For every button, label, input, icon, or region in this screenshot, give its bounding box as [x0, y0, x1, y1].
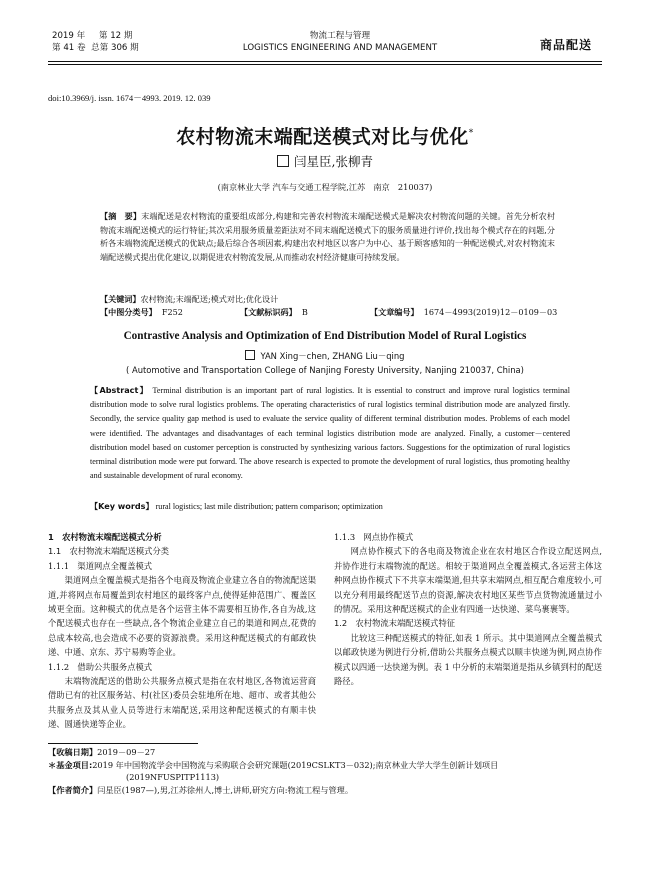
paragraph: 比较这三种配送模式的特征,如表 1 所示。其中渠道网点全覆盖模式以邮政快递为例进行分析,借助公共服务点模式以顺丰快递为例,网点协作模式以四通一达快递为例。表 1 中分析的末端渠道是指从乡镇到村的配送路径。	[334, 632, 602, 687]
abstract-en	[90, 383, 570, 483]
section-heading-1: 1 农村物流末端配送模式分析	[48, 532, 162, 542]
keywords-en-text: rural logistics; last mile distribution; pattern comparison; optimization	[155, 502, 383, 511]
clc-label: 【中图分类号】	[100, 307, 157, 317]
abstract-zh-label: 【摘 要】	[100, 211, 142, 221]
section-heading-1-1-3: 1.1.3 网点协作模式	[334, 532, 414, 542]
paragraph: 末端物流配送的借助公共服务点模式是指在农村地区,各物流运营商借助已有的社区服务站、村(社区)委员会驻地所在地、超市、或者其他公共服务点及其从业人员等进行末端配送,采用这种配送模式的有顺丰快递、圆通快递等企业。	[48, 676, 316, 730]
keywords-en-label: 【Key words】	[90, 501, 154, 511]
keywords-zh-text: 农村物流;末端配送;模式对比;优化设计	[140, 294, 279, 304]
authors-en	[0, 350, 650, 362]
classification-row	[100, 307, 570, 318]
authors	[0, 152, 650, 170]
abstract-zh	[100, 210, 555, 264]
section-heading-1-1: 1.1 农村物流末端配送模式分类	[48, 546, 170, 557]
doi: doi:10.3969/j. issn. 1674－4993. 2019. 12. 039	[48, 93, 211, 103]
author-bio-text: 闫星臣(1987—),男,江苏徐州人,博士,讲师,研究方向:物流工程与管理。	[97, 784, 354, 795]
abstract-en-text: Terminal distribution is an important part of rural logistics. It is essential to construct and improve rural logistics terminal distribution mode to solve rural logistics problems. The operating characteristics of rural logistics terminal distribution mode are analyzed firstly. Secondly, the service quality gap method is used to evaluate the service quality of different terminal distribution modes. Problems of each model were identified. The advantages and disadvantages of each terminal logistics distribution mode are analyzed. Finally, a customer－centered distribution model based on customer perception is constructed by synthesizing various factors. Suggestions for the optimization of rural logistics terminal distribution mode were put forward. The above research is expected to promote the development of rural logistics, thus promoting healthy and sustainable development of rural economy.	[90, 386, 570, 481]
paper-title	[0, 122, 650, 149]
author-en-names: YAN Xing－chen, ZHANG Liu－qing	[260, 351, 405, 361]
keywords-en	[90, 501, 570, 512]
author-en-box-icon	[245, 350, 255, 360]
article-no-label: 【文章编号】	[370, 307, 419, 317]
title-footnote-mark: *	[468, 128, 474, 139]
clc-value: F252	[161, 307, 183, 317]
author-bio-label: 【作者简介】	[48, 784, 98, 795]
doc-code-value: B	[301, 307, 308, 317]
journal-name-cn: 物流工程与管理	[309, 31, 371, 41]
body-right-column	[334, 530, 602, 688]
header-volume: 第 41 卷	[52, 43, 86, 53]
footnotes	[48, 746, 608, 796]
section-heading-1-1-2: 1.1.2 借助公共服务点模式	[48, 661, 153, 672]
paragraph: 渠道网点全覆盖模式是指各个电商及物流企业建立各自的物流配送渠道,并将网点布局覆盖到农村地区的最终客户点,使得延伸范围广、覆盖区域更全面。这种模式的优点是各个运营主体不需要相互协作,各自为战,这个配送模式也存在一些缺点,各个物流企业建立自己的渠道和网点,花费的总成本较高,也会造成不必要的资源浪费。采用这种配送模式的有邮政快递、中通、京东、苏宁易购等企业。	[48, 575, 316, 658]
paper-title-text: 农村物流末端配送模式对比与优化	[176, 126, 469, 148]
section-label: 商品配送	[539, 38, 592, 52]
affiliation: (南京林业大学 汽车与交通工程学院,江苏 南京 210037)	[217, 182, 433, 192]
section-heading-1-1-1: 1.1.1 渠道网点全覆盖模式	[48, 560, 153, 571]
header-year: 2019 年	[52, 31, 86, 41]
section-heading-1-2: 1.2 农村物流末端配送模式特征	[334, 618, 456, 629]
abstract-en-label: 【Abstract】	[90, 385, 150, 395]
received-label: 【收稿日期】	[48, 747, 98, 757]
author-names: 闫星臣,张柳青	[294, 154, 373, 169]
fund-text: 2019 年中国物流学会中国物流与采购联合会研究课题(2019CSLKT3－032);南京林业大学大学生创新计划项目	[92, 759, 499, 770]
article-no-value: 1674－4993(2019)12－0109－03	[423, 307, 558, 317]
keywords-zh	[100, 293, 555, 305]
author-box-icon	[277, 155, 289, 167]
affiliation-en: ( Automotive and Transportation College of Nanjing Foresty University, Nanjing 210037, China)	[126, 365, 524, 375]
fund-text-cont: (2019NFUSPITP1113)	[126, 772, 220, 783]
journal-name-en: LOGISTICS ENGINEERING AND MANAGEMENT	[242, 43, 438, 53]
header-issue: 第 12 期	[98, 31, 133, 41]
header-rule-thin	[48, 64, 602, 65]
received-date: 2019－09－27	[97, 747, 156, 757]
doc-code-label: 【文献标识码】	[240, 307, 297, 317]
header-total-issue: 总第 306 期	[91, 43, 139, 53]
header-issue-info	[52, 30, 139, 54]
header-rule	[48, 61, 602, 62]
paper-title-en: Contrastive Analysis and Optimization of End Distribution Model of Rural Logistics	[123, 330, 527, 342]
keywords-zh-label: 【关键词】	[100, 294, 141, 304]
body-left-column	[48, 530, 316, 732]
header-journal	[190, 30, 490, 54]
paragraph: 网点协作模式下的各电商及物流企业在农村地区合作设立配送网点,并协作进行末端物流的配送。相较于渠道网点全覆盖模式,各运营主体这种网点协作模式下不共享末端渠道,但共享末端网点,相互配合难度较小,可以充分利用最终配送节点的资源,解决农村地区某些节点货物流通量过小的情况。采用这种配送模式的企业有四通一达快递、菜鸟裹裹等。	[334, 546, 602, 615]
abstract-zh-text: 末端配送是农村物流的重要组成部分,构建和完善农村物流末端配送模式是解决农村物流问题的关键。首先分析农村物流末端配送模式的运行特征;其次采用服务质量差距法对不同末端配送模式下的服务质量进行评价,找出每个模式存在的问题,分析各末端物流配送模式的优缺点;最后综合各项因素,构建出农村地区以客户为中心、基于顾客感知的一种配送模式,对农村物流末端配送模式提出优化建议,以期促进农村物流发展,从而推动农村经济健康可持续发展。	[100, 211, 555, 262]
footnote-rule	[48, 743, 198, 744]
fund-label: ＊基金项目:	[48, 759, 93, 770]
